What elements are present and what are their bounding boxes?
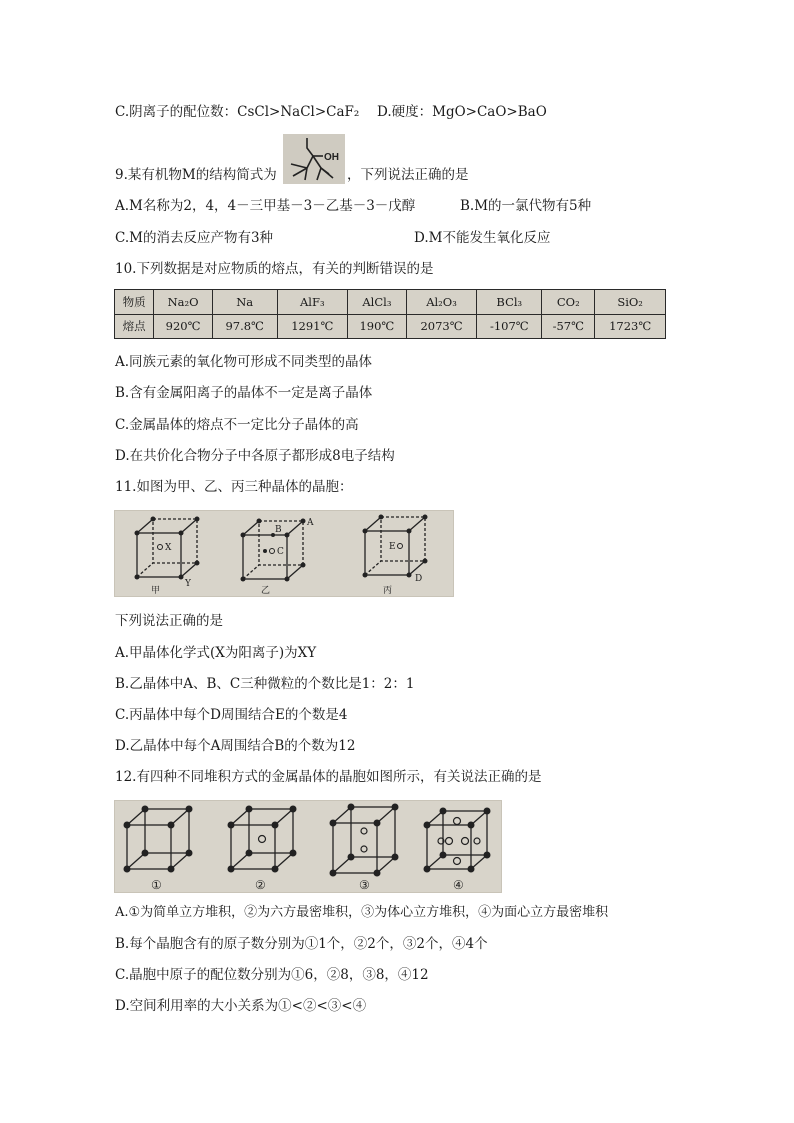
q11-label-y: Y bbox=[185, 579, 191, 589]
q8-option-d: D.硬度：MgO>CaO>BaO bbox=[377, 104, 547, 120]
q12-option-a: A.①为简单立方堆积，②为六方最密堆积，③为体心立方堆积，④为面心立方最密堆积 bbox=[115, 905, 609, 920]
q11-label-e: E bbox=[389, 542, 396, 552]
q9-structure-figure bbox=[283, 134, 345, 184]
table-cell: AlCl₃ bbox=[348, 290, 407, 315]
q12-caption-2: ② bbox=[255, 878, 266, 892]
q12-caption-1: ① bbox=[151, 878, 162, 892]
table-cell: 2073℃ bbox=[406, 314, 477, 339]
table-cell: Al₂O₃ bbox=[406, 290, 477, 315]
q10-option-b: B.含有金属阳离子的晶体不一定是离子晶体 bbox=[115, 385, 373, 401]
q12-option-d: D.空间利用率的大小关系为①<②<③<④ bbox=[115, 998, 367, 1014]
q11-caption-bing: 丙 bbox=[383, 586, 393, 596]
q12-option-c: C.晶胞中原子的配位数分别为①6，②8，③8，④12 bbox=[115, 967, 429, 983]
q10-option-a: A.同族元素的氧化物可形成不同类型的晶体 bbox=[115, 354, 373, 370]
q11-label-x: X bbox=[165, 543, 172, 553]
q11-label-a: A bbox=[307, 518, 314, 528]
table-cell: Na bbox=[212, 290, 277, 315]
q9-option-d: D.M不能发生氧化反应 bbox=[414, 230, 551, 246]
q11-prompt: 下列说法正确的是 bbox=[115, 613, 223, 629]
table-cell: AlF₃ bbox=[277, 290, 348, 315]
q9-stem-before: 9.某有机物M的结构简式为 bbox=[115, 167, 277, 183]
table-cell: 97.8℃ bbox=[212, 314, 277, 339]
q9-option-b: B.M的一氯代物有5种 bbox=[460, 198, 592, 214]
q9-option-c: C.M的消去反应产物有3种 bbox=[115, 230, 274, 246]
q12-stem: 12.有四种不同堆积方式的金属晶体的晶胞如图所示，有关说法正确的是 bbox=[115, 769, 542, 785]
q12-option-b: B.每个晶胞含有的原子数分别为①1个，②2个，③2个，④4个 bbox=[115, 936, 488, 952]
q9-oh-label: OH bbox=[324, 152, 339, 163]
table-cell: Na₂O bbox=[154, 290, 213, 315]
q10-stem: 10.下列数据是对应物质的熔点，有关的判断错误的是 bbox=[115, 261, 434, 277]
q11-label-c: C bbox=[277, 547, 284, 557]
q9-stem-after: ，下列说法正确的是 bbox=[347, 167, 469, 183]
table-cell: -57℃ bbox=[542, 314, 595, 339]
table-cell: -107℃ bbox=[477, 314, 542, 339]
q11-crystal-cells-figure bbox=[114, 510, 454, 597]
q10-option-c: C.金属晶体的熔点不一定比分子晶体的高 bbox=[115, 417, 359, 433]
table-cell: 920℃ bbox=[154, 314, 213, 339]
table-cell: 190℃ bbox=[348, 314, 407, 339]
table-cell: 1291℃ bbox=[277, 314, 348, 339]
q11-label-b: B bbox=[275, 525, 282, 535]
table-row bbox=[115, 314, 666, 339]
table-cell: 物质 bbox=[115, 290, 154, 315]
table-row bbox=[115, 290, 666, 315]
q9-option-a: A.M名称为2，4，4－三甲基－3－乙基－3－戊醇 bbox=[115, 198, 416, 214]
table-cell: SiO₂ bbox=[595, 290, 666, 315]
q11-option-d: D.乙晶体中每个A周围结合B的个数为12 bbox=[115, 738, 356, 754]
q12-caption-3: ③ bbox=[359, 878, 370, 892]
q11-option-b: B.乙晶体中A、B、C三种微粒的个数比是1：2：1 bbox=[115, 676, 415, 692]
table-cell: 熔点 bbox=[115, 314, 154, 339]
q10-melting-point-table bbox=[114, 289, 666, 339]
q10-option-d: D.在共价化合物分子中各原子都形成8电子结构 bbox=[115, 448, 395, 464]
table-cell: 1723℃ bbox=[595, 314, 666, 339]
table-cell: BCl₃ bbox=[477, 290, 542, 315]
q11-caption-jia: 甲 bbox=[151, 586, 161, 596]
q11-stem: 11.如图为甲、乙、丙三种晶体的晶胞： bbox=[115, 479, 353, 495]
q11-caption-yi: 乙 bbox=[261, 586, 271, 596]
q12-crystal-cells-figure bbox=[114, 800, 502, 893]
q11-label-d: D bbox=[415, 574, 423, 584]
q11-option-c: C.丙晶体中每个D周围结合E的个数是4 bbox=[115, 707, 348, 723]
q8-option-c: C.阴离子的配位数：CsCl>NaCl>CaF₂ bbox=[115, 104, 360, 120]
table-cell: CO₂ bbox=[542, 290, 595, 315]
q11-option-a: A.甲晶体化学式(X为阳离子)为XY bbox=[115, 645, 317, 661]
q12-caption-4: ④ bbox=[453, 878, 464, 892]
